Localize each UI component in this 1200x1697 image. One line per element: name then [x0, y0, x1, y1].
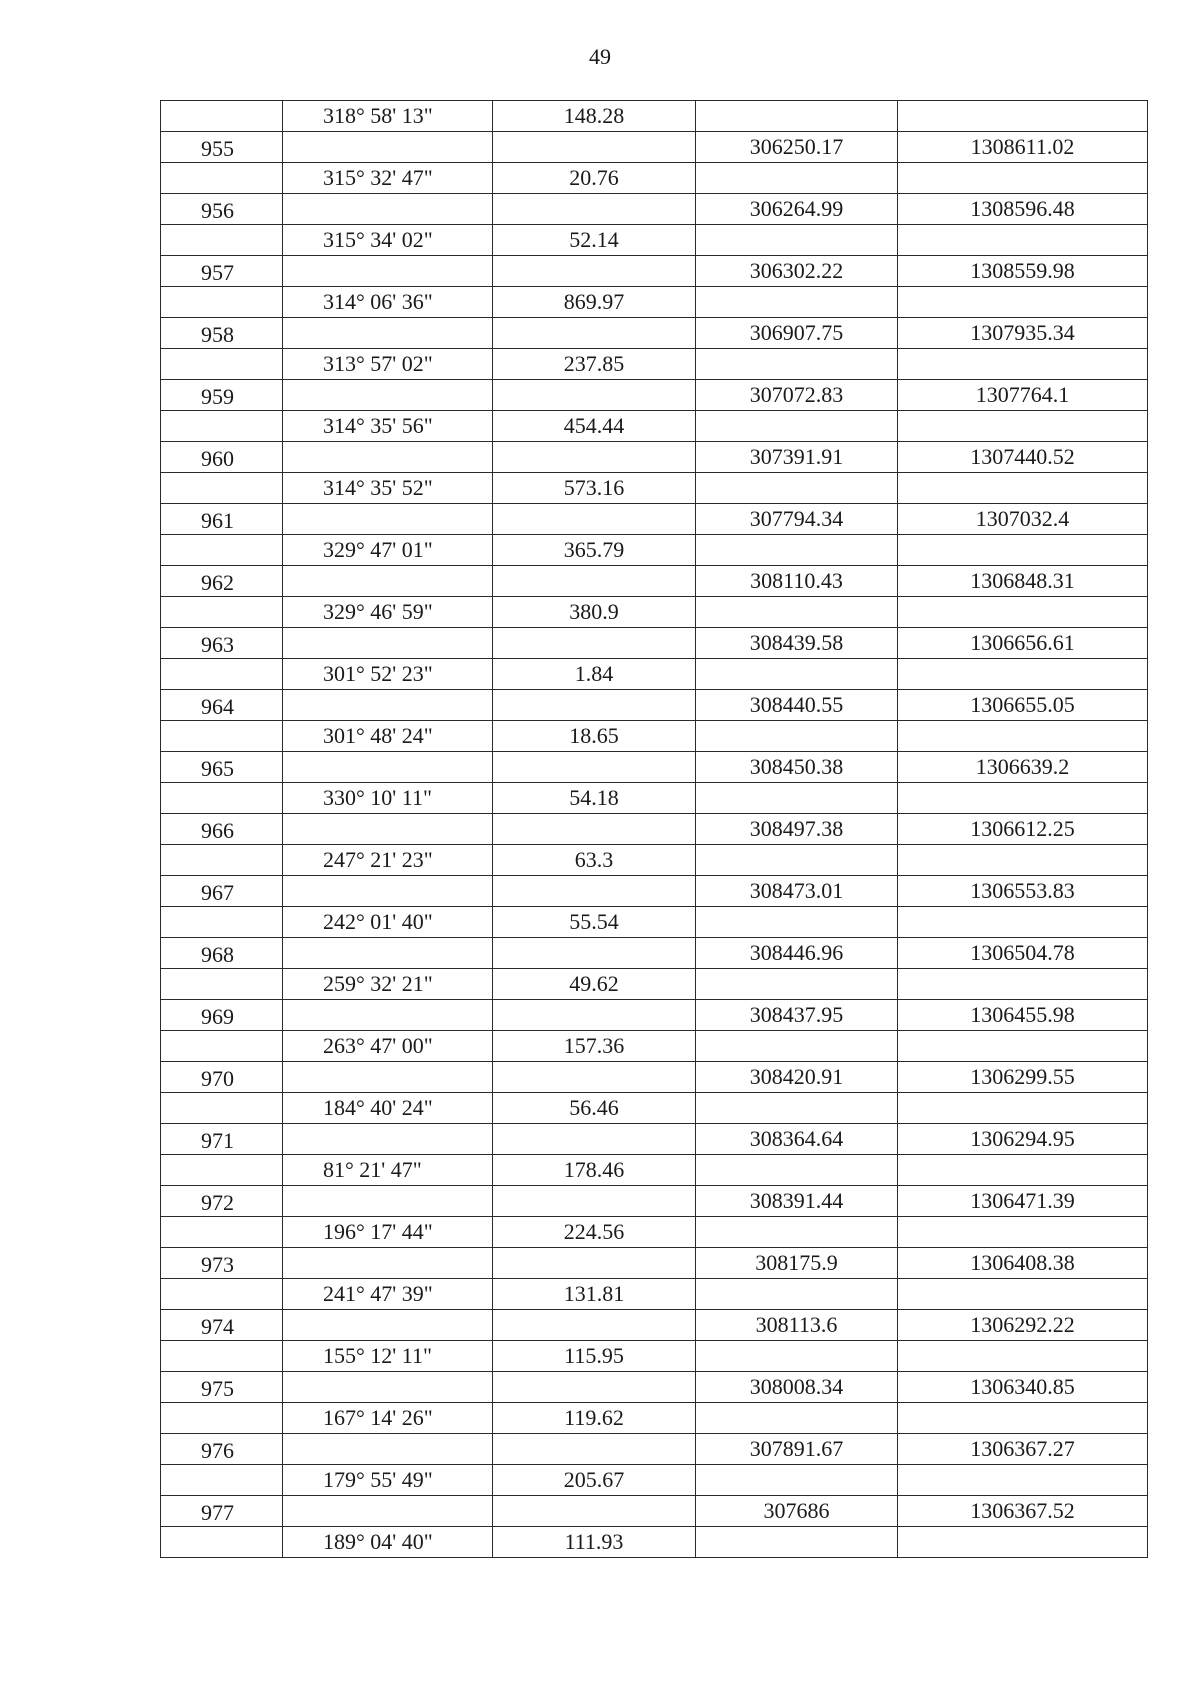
distance-cell — [493, 504, 696, 535]
distance-cell: 365.79 — [493, 535, 696, 566]
traverse-table-body — [161, 101, 1148, 1558]
northing-cell: 307891.67 — [696, 1434, 898, 1465]
easting-cell: 1306455.98 — [898, 1000, 1148, 1031]
bearing-cell: 330° 10' 11" — [283, 783, 493, 814]
station-row — [161, 1496, 1148, 1527]
bearing-cell — [283, 318, 493, 349]
northing-cell — [696, 721, 898, 752]
distance-cell — [493, 566, 696, 597]
easting-cell — [898, 101, 1148, 132]
northing-cell — [696, 1465, 898, 1496]
distance-cell: 52.14 — [493, 225, 696, 256]
northing-cell: 308113.6 — [696, 1310, 898, 1341]
northing-cell: 306264.99 — [696, 194, 898, 225]
bearing-cell: 196° 17' 44" — [283, 1217, 493, 1248]
bearing-cell: 318° 58' 13" — [283, 101, 493, 132]
bearing-cell — [283, 1434, 493, 1465]
station-row — [161, 1000, 1148, 1031]
page-number: 49 — [589, 44, 611, 69]
course-row — [161, 1279, 1148, 1310]
course-row — [161, 907, 1148, 938]
station-row — [161, 1248, 1148, 1279]
northing-cell — [696, 225, 898, 256]
distance-cell: 49.62 — [493, 969, 696, 1000]
course-row — [161, 163, 1148, 194]
station-cell — [161, 1155, 283, 1186]
station-cell — [161, 287, 283, 318]
station-cell: 958 — [161, 318, 283, 349]
station-cell: 977 — [161, 1496, 283, 1527]
station-cell — [161, 1341, 283, 1372]
northing-cell: 307686 — [696, 1496, 898, 1527]
station-row — [161, 256, 1148, 287]
northing-cell: 308450.38 — [696, 752, 898, 783]
station-cell — [161, 101, 283, 132]
course-row — [161, 349, 1148, 380]
station-cell: 967 — [161, 876, 283, 907]
bearing-cell: 247° 21' 23" — [283, 845, 493, 876]
northing-cell: 306250.17 — [696, 132, 898, 163]
course-row — [161, 969, 1148, 1000]
distance-cell: 56.46 — [493, 1093, 696, 1124]
course-row — [161, 845, 1148, 876]
distance-cell — [493, 318, 696, 349]
station-cell: 963 — [161, 628, 283, 659]
distance-cell: 55.54 — [493, 907, 696, 938]
northing-cell: 306302.22 — [696, 256, 898, 287]
course-row — [161, 1341, 1148, 1372]
bearing-cell: 167° 14' 26" — [283, 1403, 493, 1434]
northing-cell — [696, 1093, 898, 1124]
station-cell — [161, 659, 283, 690]
distance-cell — [493, 256, 696, 287]
distance-cell: 18.65 — [493, 721, 696, 752]
easting-cell: 1307935.34 — [898, 318, 1148, 349]
northing-cell — [696, 1279, 898, 1310]
station-row — [161, 938, 1148, 969]
bearing-cell — [283, 628, 493, 659]
northing-cell: 306907.75 — [696, 318, 898, 349]
station-cell: 975 — [161, 1372, 283, 1403]
station-cell — [161, 473, 283, 504]
northing-cell: 308437.95 — [696, 1000, 898, 1031]
station-row — [161, 628, 1148, 659]
easting-cell — [898, 1093, 1148, 1124]
distance-cell: 111.93 — [493, 1527, 696, 1558]
station-cell: 955 — [161, 132, 283, 163]
station-row — [161, 1062, 1148, 1093]
station-cell — [161, 349, 283, 380]
bearing-cell: 242° 01' 40" — [283, 907, 493, 938]
station-row — [161, 566, 1148, 597]
station-row — [161, 1186, 1148, 1217]
bearing-cell — [283, 504, 493, 535]
easting-cell — [898, 163, 1148, 194]
easting-cell — [898, 1527, 1148, 1558]
station-row — [161, 876, 1148, 907]
station-cell: 973 — [161, 1248, 283, 1279]
station-cell: 972 — [161, 1186, 283, 1217]
distance-cell — [493, 1124, 696, 1155]
bearing-cell — [283, 752, 493, 783]
station-cell — [161, 969, 283, 1000]
station-row — [161, 380, 1148, 411]
bearing-cell: 189° 04' 40" — [283, 1527, 493, 1558]
northing-cell — [696, 845, 898, 876]
bearing-cell: 179° 55' 49" — [283, 1465, 493, 1496]
station-row — [161, 1310, 1148, 1341]
station-row — [161, 752, 1148, 783]
easting-cell: 1308611.02 — [898, 132, 1148, 163]
bearing-cell: 314° 06' 36" — [283, 287, 493, 318]
easting-cell — [898, 845, 1148, 876]
northing-cell: 308175.9 — [696, 1248, 898, 1279]
station-cell: 962 — [161, 566, 283, 597]
course-row — [161, 535, 1148, 566]
bearing-cell — [283, 938, 493, 969]
course-row — [161, 1527, 1148, 1558]
station-row — [161, 690, 1148, 721]
northing-cell — [696, 1403, 898, 1434]
bearing-cell — [283, 1310, 493, 1341]
northing-cell: 308439.58 — [696, 628, 898, 659]
distance-cell — [493, 752, 696, 783]
distance-cell: 380.9 — [493, 597, 696, 628]
northing-cell — [696, 1527, 898, 1558]
northing-cell: 308446.96 — [696, 938, 898, 969]
bearing-cell: 315° 34' 02" — [283, 225, 493, 256]
bearing-cell — [283, 1248, 493, 1279]
distance-cell — [493, 1000, 696, 1031]
distance-cell — [493, 876, 696, 907]
distance-cell: 869.97 — [493, 287, 696, 318]
distance-cell — [493, 1310, 696, 1341]
bearing-cell — [283, 1124, 493, 1155]
northing-cell — [696, 287, 898, 318]
station-row — [161, 814, 1148, 845]
bearing-cell: 263° 47' 00" — [283, 1031, 493, 1062]
distance-cell — [493, 1186, 696, 1217]
traverse-table — [160, 100, 1148, 1558]
distance-cell — [493, 1248, 696, 1279]
northing-cell — [696, 969, 898, 1000]
northing-cell — [696, 1341, 898, 1372]
distance-cell — [493, 194, 696, 225]
northing-cell: 308440.55 — [696, 690, 898, 721]
distance-cell — [493, 938, 696, 969]
distance-cell: 131.81 — [493, 1279, 696, 1310]
station-cell — [161, 225, 283, 256]
easting-cell — [898, 1465, 1148, 1496]
distance-cell: 1.84 — [493, 659, 696, 690]
northing-cell: 308391.44 — [696, 1186, 898, 1217]
easting-cell: 1306656.61 — [898, 628, 1148, 659]
station-row — [161, 1372, 1148, 1403]
northing-cell: 308008.34 — [696, 1372, 898, 1403]
bearing-cell: 314° 35' 56" — [283, 411, 493, 442]
course-row — [161, 1093, 1148, 1124]
northing-cell — [696, 1217, 898, 1248]
station-cell — [161, 1217, 283, 1248]
distance-cell: 573.16 — [493, 473, 696, 504]
distance-cell — [493, 380, 696, 411]
northing-cell — [696, 659, 898, 690]
easting-cell — [898, 1279, 1148, 1310]
easting-cell — [898, 349, 1148, 380]
station-cell: 961 — [161, 504, 283, 535]
station-cell: 965 — [161, 752, 283, 783]
station-cell — [161, 1403, 283, 1434]
easting-cell — [898, 473, 1148, 504]
bearing-cell — [283, 442, 493, 473]
station-cell: 966 — [161, 814, 283, 845]
course-row — [161, 597, 1148, 628]
easting-cell: 1306292.22 — [898, 1310, 1148, 1341]
northing-cell: 307072.83 — [696, 380, 898, 411]
station-cell: 970 — [161, 1062, 283, 1093]
northing-cell — [696, 1155, 898, 1186]
bearing-cell: 301° 48' 24" — [283, 721, 493, 752]
easting-cell — [898, 969, 1148, 1000]
bearing-cell: 241° 47' 39" — [283, 1279, 493, 1310]
bearing-cell — [283, 132, 493, 163]
station-cell — [161, 1031, 283, 1062]
easting-cell — [898, 783, 1148, 814]
easting-cell — [898, 1155, 1148, 1186]
station-cell: 957 — [161, 256, 283, 287]
bearing-cell — [283, 194, 493, 225]
easting-cell — [898, 1341, 1148, 1372]
easting-cell: 1307440.52 — [898, 442, 1148, 473]
course-row — [161, 1031, 1148, 1062]
bearing-cell: 313° 57' 02" — [283, 349, 493, 380]
course-row — [161, 1465, 1148, 1496]
easting-cell: 1306340.85 — [898, 1372, 1148, 1403]
station-row — [161, 318, 1148, 349]
distance-cell — [493, 1434, 696, 1465]
easting-cell: 1308559.98 — [898, 256, 1148, 287]
distance-cell — [493, 690, 696, 721]
course-row — [161, 411, 1148, 442]
northing-cell: 308364.64 — [696, 1124, 898, 1155]
station-cell: 971 — [161, 1124, 283, 1155]
bearing-cell — [283, 380, 493, 411]
distance-cell — [493, 1496, 696, 1527]
northing-cell — [696, 349, 898, 380]
station-row — [161, 1434, 1148, 1465]
bearing-cell — [283, 814, 493, 845]
distance-cell — [493, 132, 696, 163]
station-cell — [161, 1527, 283, 1558]
bearing-cell — [283, 1186, 493, 1217]
station-row — [161, 442, 1148, 473]
bearing-cell — [283, 876, 493, 907]
easting-cell: 1306612.25 — [898, 814, 1148, 845]
distance-cell: 224.56 — [493, 1217, 696, 1248]
bearing-cell: 315° 32' 47" — [283, 163, 493, 194]
easting-cell: 1306553.83 — [898, 876, 1148, 907]
station-cell — [161, 1279, 283, 1310]
course-row — [161, 1217, 1148, 1248]
northing-cell — [696, 535, 898, 566]
northing-cell — [696, 907, 898, 938]
bearing-cell — [283, 690, 493, 721]
easting-cell — [898, 1217, 1148, 1248]
easting-cell: 1306848.31 — [898, 566, 1148, 597]
easting-cell — [898, 411, 1148, 442]
station-cell: 964 — [161, 690, 283, 721]
distance-cell — [493, 814, 696, 845]
station-cell: 959 — [161, 380, 283, 411]
bearing-cell: 184° 40' 24" — [283, 1093, 493, 1124]
distance-cell: 178.46 — [493, 1155, 696, 1186]
northing-cell: 308497.38 — [696, 814, 898, 845]
easting-cell — [898, 287, 1148, 318]
course-row — [161, 721, 1148, 752]
northing-cell — [696, 411, 898, 442]
distance-cell — [493, 1062, 696, 1093]
station-cell — [161, 163, 283, 194]
bearing-cell — [283, 1372, 493, 1403]
easting-cell: 1306367.27 — [898, 1434, 1148, 1465]
easting-cell — [898, 535, 1148, 566]
station-cell: 956 — [161, 194, 283, 225]
course-row — [161, 287, 1148, 318]
distance-cell: 63.3 — [493, 845, 696, 876]
distance-cell: 115.95 — [493, 1341, 696, 1372]
northing-cell — [696, 1031, 898, 1062]
distance-cell — [493, 442, 696, 473]
station-row — [161, 1124, 1148, 1155]
station-cell: 968 — [161, 938, 283, 969]
course-row — [161, 659, 1148, 690]
distance-cell: 20.76 — [493, 163, 696, 194]
easting-cell: 1306655.05 — [898, 690, 1148, 721]
easting-cell: 1306471.39 — [898, 1186, 1148, 1217]
bearing-cell: 314° 35' 52" — [283, 473, 493, 504]
easting-cell: 1306639.2 — [898, 752, 1148, 783]
station-cell — [161, 535, 283, 566]
easting-cell — [898, 597, 1148, 628]
bearing-cell: 259° 32' 21" — [283, 969, 493, 1000]
easting-cell — [898, 225, 1148, 256]
northing-cell — [696, 597, 898, 628]
easting-cell — [898, 1031, 1148, 1062]
northing-cell — [696, 473, 898, 504]
easting-cell — [898, 907, 1148, 938]
bearing-cell: 329° 47' 01" — [283, 535, 493, 566]
northing-cell — [696, 101, 898, 132]
course-row — [161, 783, 1148, 814]
station-cell — [161, 411, 283, 442]
distance-cell: 119.62 — [493, 1403, 696, 1434]
distance-cell: 157.36 — [493, 1031, 696, 1062]
station-cell — [161, 597, 283, 628]
bearing-cell: 155° 12' 11" — [283, 1341, 493, 1372]
distance-cell: 54.18 — [493, 783, 696, 814]
station-cell: 974 — [161, 1310, 283, 1341]
distance-cell: 148.28 — [493, 101, 696, 132]
bearing-cell — [283, 566, 493, 597]
northing-cell — [696, 783, 898, 814]
distance-cell — [493, 1372, 696, 1403]
station-cell — [161, 783, 283, 814]
bearing-cell — [283, 1496, 493, 1527]
station-cell — [161, 1093, 283, 1124]
easting-cell: 1306408.38 — [898, 1248, 1148, 1279]
station-row — [161, 504, 1148, 535]
easting-cell: 1306367.52 — [898, 1496, 1148, 1527]
northing-cell: 307391.91 — [696, 442, 898, 473]
easting-cell: 1306299.55 — [898, 1062, 1148, 1093]
course-row — [161, 1155, 1148, 1186]
northing-cell: 308473.01 — [696, 876, 898, 907]
course-row — [161, 473, 1148, 504]
easting-cell — [898, 1403, 1148, 1434]
bearing-cell: 81° 21' 47" — [283, 1155, 493, 1186]
bearing-cell — [283, 1062, 493, 1093]
distance-cell: 454.44 — [493, 411, 696, 442]
station-cell: 960 — [161, 442, 283, 473]
northing-cell — [696, 163, 898, 194]
easting-cell — [898, 721, 1148, 752]
easting-cell: 1306504.78 — [898, 938, 1148, 969]
station-cell — [161, 721, 283, 752]
station-cell: 969 — [161, 1000, 283, 1031]
easting-cell: 1307764.1 — [898, 380, 1148, 411]
bearing-cell: 301° 52' 23" — [283, 659, 493, 690]
course-row — [161, 101, 1148, 132]
station-cell — [161, 845, 283, 876]
bearing-cell: 329° 46' 59" — [283, 597, 493, 628]
easting-cell: 1306294.95 — [898, 1124, 1148, 1155]
course-row — [161, 1403, 1148, 1434]
bearing-cell — [283, 1000, 493, 1031]
course-row — [161, 225, 1148, 256]
northing-cell: 308420.91 — [696, 1062, 898, 1093]
station-row — [161, 132, 1148, 163]
northing-cell: 308110.43 — [696, 566, 898, 597]
distance-cell: 205.67 — [493, 1465, 696, 1496]
easting-cell — [898, 659, 1148, 690]
station-cell — [161, 907, 283, 938]
station-cell — [161, 1465, 283, 1496]
easting-cell: 1308596.48 — [898, 194, 1148, 225]
easting-cell: 1307032.4 — [898, 504, 1148, 535]
station-cell: 976 — [161, 1434, 283, 1465]
station-row — [161, 194, 1148, 225]
bearing-cell — [283, 256, 493, 287]
northing-cell: 307794.34 — [696, 504, 898, 535]
distance-cell: 237.85 — [493, 349, 696, 380]
distance-cell — [493, 628, 696, 659]
